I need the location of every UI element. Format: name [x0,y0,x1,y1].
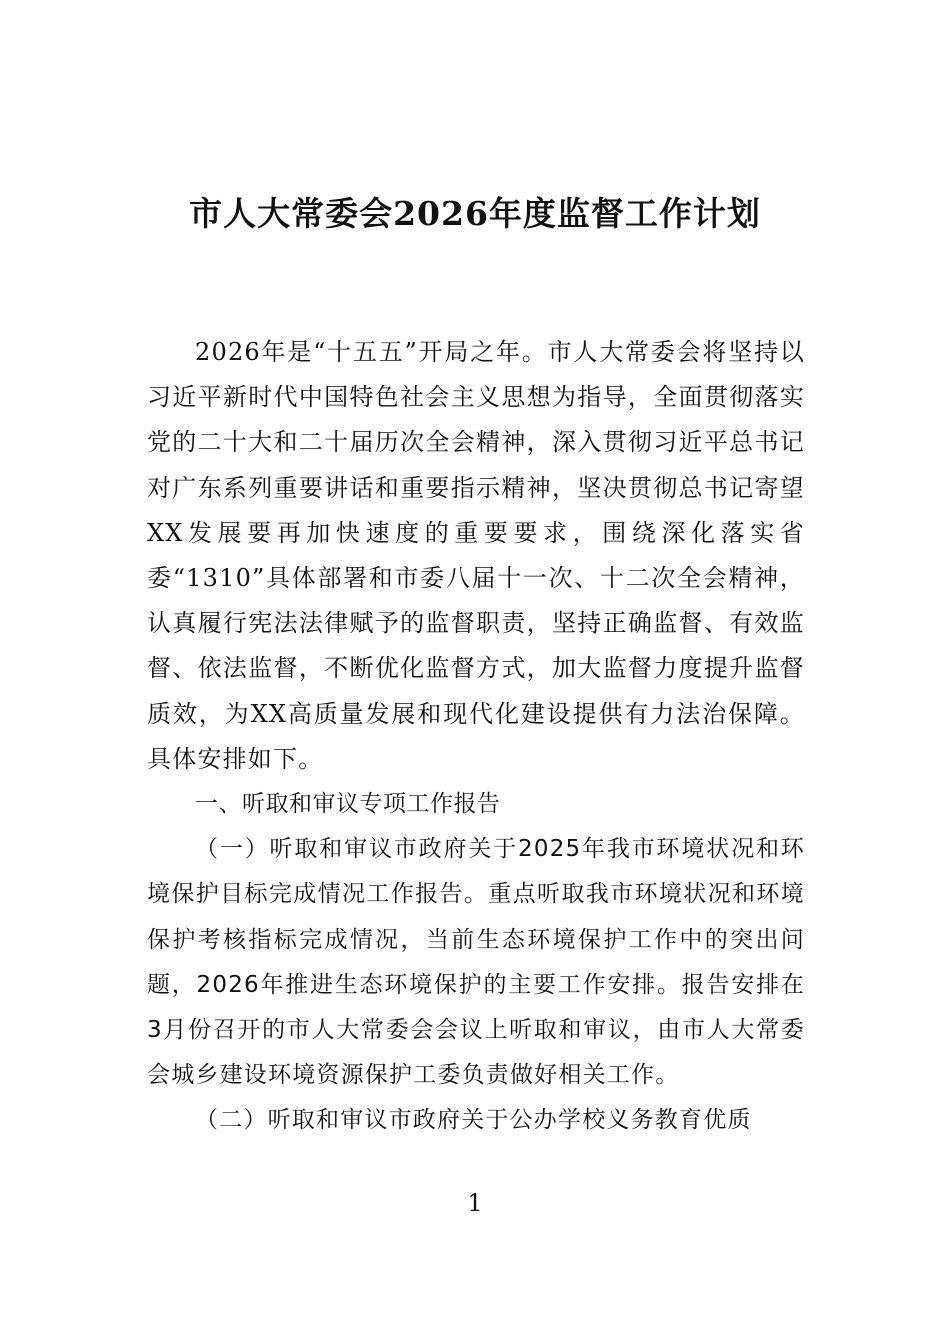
page-number: 1 [467,1189,483,1217]
intro-paragraph: 2026年是“十五五”开局之年。市人大常委会将坚持以习近平新时代中国特色社会主义思想为指导，全面贯彻落实党的二十大和二十届历次全会精神，深入贯彻习近平总书记对广东系列重要讲话和重要指示精神，坚决贯彻总书记寄望XX发展要再加快速度的重要要求，围绕深化落实省委“1310”具体部署和市委八届十一次、十二次全会精神，认真履行宪法法律赋予的监督职责，坚持正确监督、有效监督、依法监督，不断优化监督方式，加大监督力度提升监督质效，为XX高质量发展和现代化建设提供有力法治保障。具体安排如下。 [147,338,805,773]
item-paragraph-2: （二）听取和审议市政府关于公办学校义务教育优质 [195,1107,752,1134]
document-body [147,330,805,1144]
document-title: 市人大常委会2026年度监督工作计划 [189,194,761,233]
section-heading: 一、听取和审议专项工作报告 [195,791,501,818]
item-paragraph-1: （一）听取和审议市政府关于2025年我市环境状况和环境保护目标完成情况工作报告。重点听取我市环境状况和环境保护考核指标完成情况，当前生态环境保护工作中的突出问题，2026年推进生态环境保护的主要工作安排。报告安排在3月份召开的市人大常委会会议上听取和审议，由市人大常委会城乡建设环境资源保护工委负责做好相关工作。 [147,836,805,1089]
